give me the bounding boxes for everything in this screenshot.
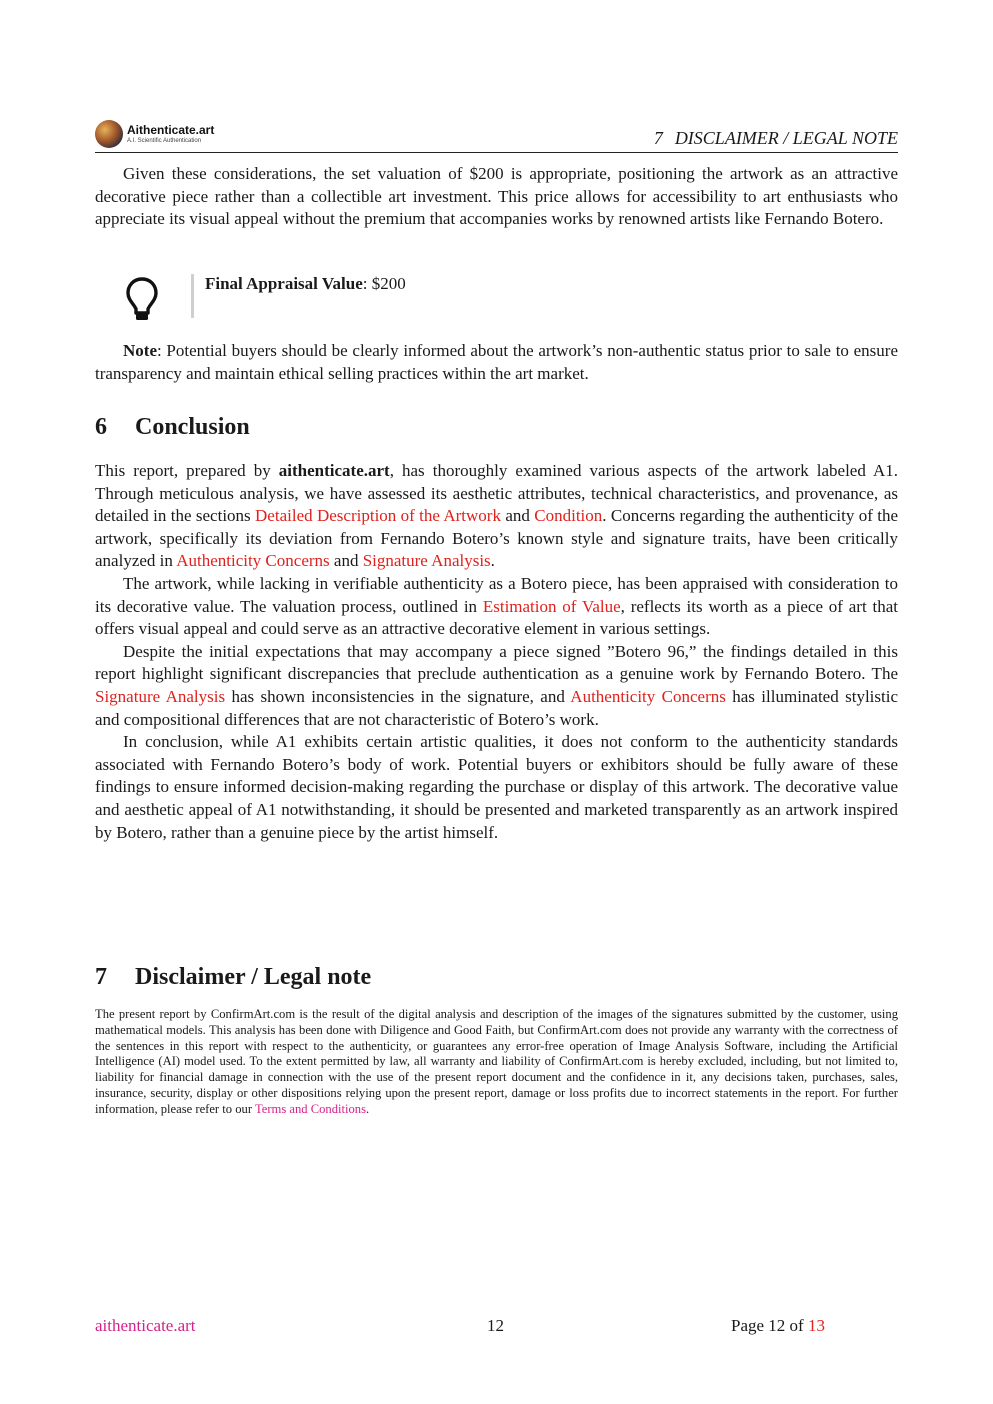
- terms-link[interactable]: Terms and Conditions: [254, 1101, 366, 1116]
- running-head: [654, 128, 898, 149]
- running-head-number: 7: [653, 128, 663, 148]
- conclusion-paragraph-3: Despite the initial expectations that may accompany a piece signed ”Botero 96,” the findings detailed in this report highlight significant discrepancies that preclude authentication as a genuine work by Fernando Botero. The Signature Analysis has shown inconsistencies in the signature, and Authenticity Concerns has illuminated stylistic and compositional differences that are not characteristic of Botero’s work.: [95, 641, 899, 729]
- link-authenticity-concerns[interactable]: Authenticity Concerns: [176, 551, 330, 571]
- link-estimation-of-value[interactable]: Estimation of Value: [482, 596, 621, 616]
- footer-site-link[interactable]: aithenticate.art: [95, 1316, 196, 1335]
- link-condition[interactable]: Condition: [534, 506, 603, 526]
- conclusion-paragraph-1: This report, prepared by aithenticate.art, has thoroughly examined various aspects of the artwork labeled A1. Through meticulous analysis, we have assessed its aesthetic attributes, technical characteristics, and provenance, as detailed in the sections Detailed Description of the Artwork and Condition. Concerns regarding the authenticity of the artwork, specifically its deviation from Fernando Botero’s known style and signature traits, have been critically analyzed in Authenticity Concerns and Signature Analysis.: [95, 461, 899, 571]
- link-signature-analysis[interactable]: Signature Analysis: [362, 551, 491, 571]
- page-header: [95, 118, 898, 153]
- note-label: Note: [123, 341, 157, 360]
- logo-name: Aithenticate.art: [127, 123, 215, 137]
- note-paragraph: Note: Potential buyers should be clearly informed about the artwork’s non-authentic status prior to sale to ensure transparency and maintain ethical selling practices within the art market.: [95, 341, 898, 383]
- appraisal-value: [205, 274, 406, 294]
- callout-bar: [191, 274, 194, 318]
- appraisal-label: Final Appraisal Value: [205, 274, 363, 293]
- running-head-title: DISCLAIMER / LEGAL NOTE: [674, 128, 898, 148]
- logo: [95, 120, 214, 148]
- footer-page-count: Page 12 of 13: [731, 1316, 825, 1335]
- footer-page-number: 12: [487, 1316, 504, 1335]
- intro-paragraph: Given these considerations, the set valuation of $200 is appropriate, positioning the artwork as an attractive decorative piece rather than a collectible art investment. This price allows for accessibility to art enthusiasts who appreciate its visual appeal without the premium that accompanies works by renowned artists like Fernando Botero.: [95, 164, 898, 229]
- link-authenticity-concerns-2[interactable]: Authenticity Concerns: [570, 686, 726, 706]
- appraisal-callout: [95, 274, 795, 322]
- link-signature-analysis-2[interactable]: Signature Analysis: [95, 686, 226, 706]
- lightbulb-icon: [125, 276, 159, 322]
- conclusion-paragraph-4: In conclusion, while A1 exhibits certain artistic qualities, it does not conform to the authenticity standards associated with Fernando Botero’s body of work. Potential buyers or exhibitors should be fully aware of these findings to ensure informed decision-making regarding the purchase or display of this artwork. The decorative value and aesthetic appeal of A1 notwithstanding, it should be presented and marketed transparently as an artwork inspired by Botero, rather than a genuine piece by the artist himself.: [95, 732, 898, 842]
- section-heading-conclusion: 6 Conclusion: [95, 414, 250, 440]
- disclaimer-paragraph: The present report by ConfirmArt.com is the result of the digital analysis and description of the images of the signatures submitted by the customer, using mathematical models. This analysis has been done with Diligence and Good Faith, but ConfirmArt.com does not provide any warranty with the correctness of the sentences in this report with respect to the authenticity, or guarantees any error-free operation of Image Analysis Software, including the Artificial Intelligence (AI) model used. To the extent permitted by law, all warranty and liability of ConfirmArt.com is hereby excluded, including, but not limited to, liability for financial damage in connection with the use of the present report document and the confidence in it, any decisions taken, purchases, sales, insurance, security, display or other dispositions relying upon the present report, damage or loss profits due to incorrect statements in the report. For further information, please refer to our Terms and Conditions.: [95, 1007, 898, 1116]
- brand-name: aithenticate.art: [278, 461, 390, 480]
- logo-tagline: A.I. Scientific Authentication: [127, 138, 202, 144]
- section-heading-disclaimer: 7 Disclaimer / Legal note: [95, 964, 372, 990]
- link-detailed-description[interactable]: Detailed Description of the Artwork: [255, 506, 501, 526]
- logo-mark-icon: [95, 120, 123, 148]
- conclusion-paragraph-2: The artwork, while lacking in verifiable authenticity as a Botero piece, has been appraised with consideration to its decorative value. The valuation process, outlined in Estimation of Value, reflects its worth as a piece of art that offers visual appeal and could serve as an attractive decorative element in various settings.: [95, 573, 898, 639]
- conclusion-body: [95, 460, 898, 844]
- appraisal-amount: : $200: [362, 274, 406, 293]
- total-pages-link[interactable]: 13: [807, 1316, 825, 1335]
